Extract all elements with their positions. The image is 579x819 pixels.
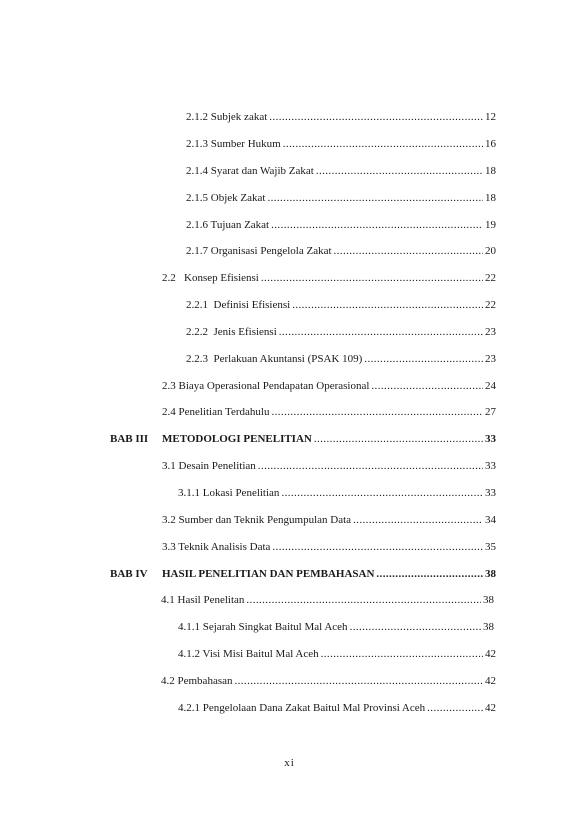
toc-entry-label: 3.1 Desain Penelitian: [162, 460, 256, 472]
toc-entry-page: 18: [485, 165, 496, 177]
dot-leader: [376, 565, 483, 583]
toc-entry[interactable]: [186, 296, 496, 314]
toc-entry-label: 2.1.5 Objek Zakat: [186, 192, 266, 204]
toc-entry-label: 4.1.1 Sejarah Singkat Baitul Mal Aceh: [178, 621, 348, 633]
dot-leader: [269, 108, 483, 126]
toc-entry-page: 19: [485, 219, 496, 231]
dot-leader: [258, 457, 483, 475]
toc-entry-page: 22: [485, 272, 496, 284]
toc-entry-label: 4.2 Pembahasan: [161, 675, 233, 687]
dot-leader: [246, 591, 481, 609]
toc-entry[interactable]: [178, 484, 496, 502]
toc-entry-page: 35: [485, 541, 496, 553]
toc-entry-label: 2.1.3 Sumber Hukum: [186, 138, 281, 150]
toc-entry-page: 33: [485, 460, 496, 472]
toc-entry[interactable]: [186, 350, 496, 368]
toc-entry[interactable]: [162, 457, 496, 475]
toc-entry-page: 38: [483, 594, 494, 606]
toc-entry[interactable]: [161, 591, 494, 609]
toc-entry[interactable]: [186, 323, 496, 341]
dot-leader: [353, 511, 483, 529]
toc-entry[interactable]: [161, 672, 496, 690]
toc-entry-label: 2.2.1 Definisi Efisiensi: [186, 299, 291, 311]
toc-entry-page: 27: [485, 406, 496, 418]
toc-entry[interactable]: [178, 618, 494, 636]
toc-entry-page: 34: [485, 514, 496, 526]
toc-entry-page: 33: [485, 487, 496, 499]
toc-entry[interactable]: [178, 699, 496, 717]
toc-entry-label: HASIL PENELITIAN DAN PEMBAHASAN: [162, 568, 375, 580]
toc-entry-page: 22: [485, 299, 496, 311]
dot-leader: [314, 430, 483, 448]
dot-leader: [316, 162, 483, 180]
toc-entry-label: 2.3 Biaya Operasional Pendapatan Operasional: [162, 380, 370, 392]
toc-entry-label: 4.1 Hasil Penelitan: [161, 594, 245, 606]
toc-entry-label: 2.4 Penelitian Terdahulu: [162, 406, 270, 418]
toc-entry-label: METODOLOGI PENELITIAN: [162, 433, 312, 445]
dot-leader: [271, 216, 483, 234]
toc-entry-label: 2.1.2 Subjek zakat: [186, 111, 268, 123]
toc-entry[interactable]: [162, 511, 496, 529]
dot-leader: [261, 269, 483, 287]
toc-entry-label: 2.1.4 Syarat dan Wajib Zakat: [186, 165, 314, 177]
dot-leader: [281, 484, 483, 502]
dot-leader: [267, 189, 483, 207]
toc-entry[interactable]: [162, 538, 496, 556]
toc-entry-label: 2.2.2 Jenis Efisiensi: [186, 326, 277, 338]
toc-entry-label: 2.2 Konsep Efisiensi: [162, 272, 259, 284]
toc-entry[interactable]: [186, 135, 496, 153]
page-number: xi: [284, 757, 295, 769]
toc-entry-label: 4.2.1 Pengelolaan Dana Zakat Baitul Mal Provinsi Aceh: [178, 702, 426, 714]
dot-leader: [283, 135, 483, 153]
dot-leader: [279, 323, 483, 341]
toc-entry[interactable]: [186, 108, 496, 126]
dot-leader: [292, 296, 483, 314]
toc-entry-label: 4.1.2 Visi Misi Baitul Mal Aceh: [178, 648, 319, 660]
toc-entry-page: 38: [485, 568, 496, 580]
toc-entry-page: 42: [485, 648, 496, 660]
toc-entry-page: 20: [485, 245, 496, 257]
toc-entry-page: 12: [485, 111, 496, 123]
dot-leader: [234, 672, 483, 690]
dot-leader: [364, 350, 483, 368]
toc-entry-page: 23: [485, 353, 496, 365]
toc-entry-label: 2.1.6 Tujuan Zakat: [186, 219, 270, 231]
toc-entry-page: 42: [485, 675, 496, 687]
toc-chapter-entry[interactable]: [162, 430, 496, 448]
toc-entry-label: 3.1.1 Lokasi Penelitian: [178, 487, 280, 499]
toc-entry-label: 2.2.3 Perlakuan Akuntansi (PSAK 109): [186, 353, 363, 365]
chapter-number: BAB IV: [110, 568, 148, 580]
toc-entry[interactable]: [186, 242, 496, 260]
toc-entry[interactable]: [162, 269, 496, 287]
dot-leader: [272, 538, 483, 556]
dot-leader: [427, 699, 483, 717]
toc-entry[interactable]: [162, 403, 496, 421]
toc-entry-page: 16: [485, 138, 496, 150]
toc-entry-page: 38: [483, 621, 494, 633]
toc-entry-page: 24: [485, 380, 496, 392]
toc-entry-label: 3.2 Sumber dan Teknik Pengumpulan Data: [162, 514, 352, 526]
toc-entry[interactable]: [162, 377, 496, 395]
dot-leader: [321, 645, 483, 663]
toc-entry-page: 18: [485, 192, 496, 204]
toc-entry-page: 23: [485, 326, 496, 338]
toc-entry-page: 42: [485, 702, 496, 714]
toc-entry[interactable]: [186, 162, 496, 180]
dot-leader: [350, 618, 481, 636]
toc-chapter-entry[interactable]: [162, 565, 496, 583]
chapter-number: BAB III: [110, 433, 149, 445]
dot-leader: [371, 377, 483, 395]
toc-entry-label: 3.3 Teknik Analisis Data: [162, 541, 271, 553]
dot-leader: [271, 403, 483, 421]
toc-entry-page: 33: [485, 433, 496, 445]
toc-entry[interactable]: [186, 189, 496, 207]
dot-leader: [334, 242, 483, 260]
toc-entry-label: 2.1.7 Organisasi Pengelola Zakat: [186, 245, 332, 257]
toc-entry[interactable]: [186, 216, 496, 234]
toc-entry[interactable]: [178, 645, 496, 663]
